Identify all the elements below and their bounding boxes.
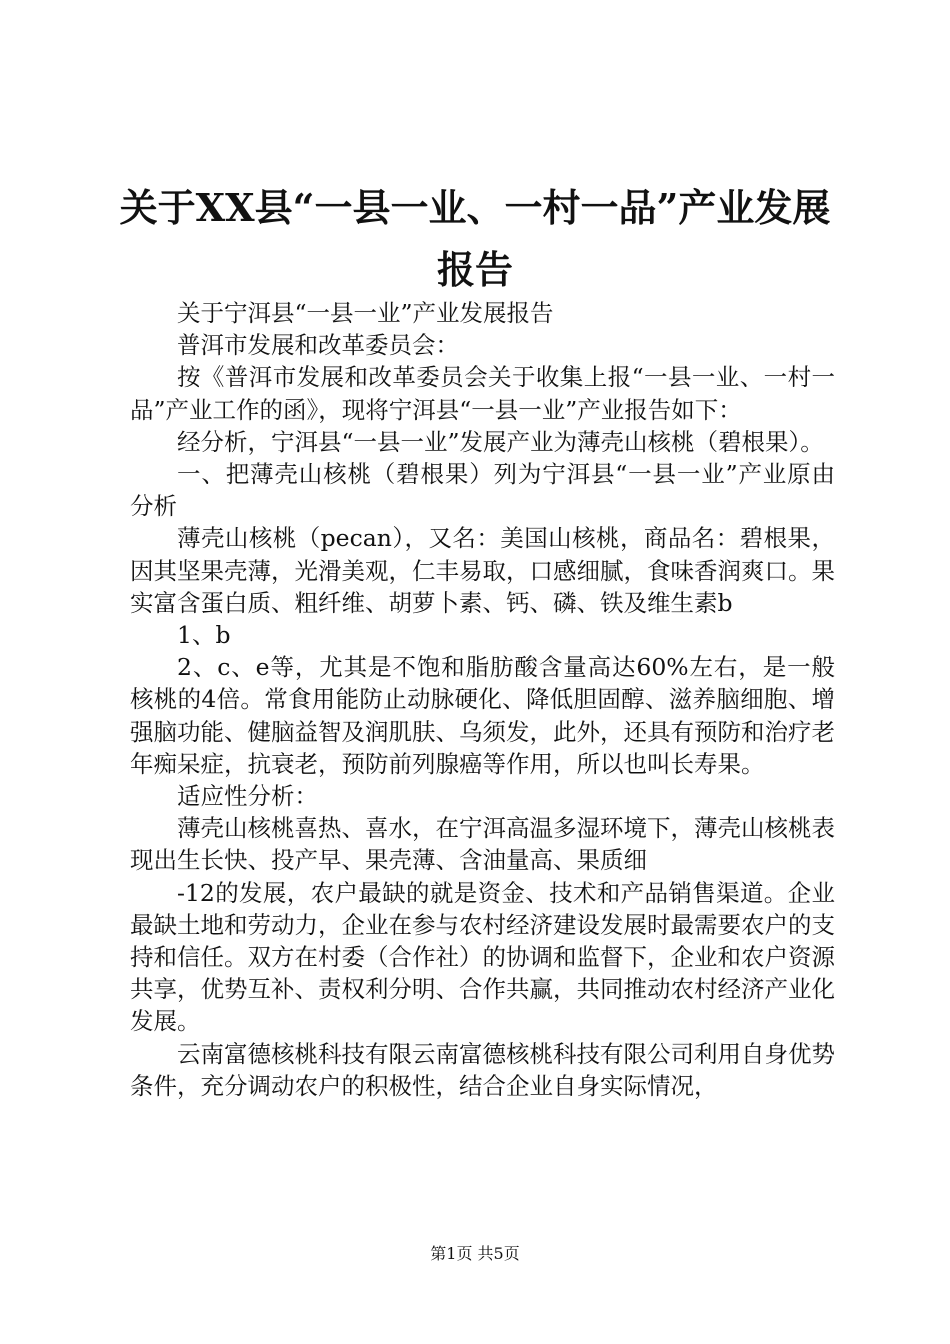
paragraph-adaptability-heading: 适应性分析： (177, 782, 318, 811)
paragraph-intro: 按《普洱市发展和改革委员会关于收集上报“一县一业、一村一品”产业工作的函》，现将宁洱县“一县一业”产业报告如下： (130, 363, 835, 424)
paragraph-pecan-description: 薄壳山核桃（pecan），又名：美国山核桃，商品名：碧根果，因其坚果壳薄，光滑美观，仁丰易取，口感细腻，食味香润爽口。果实富含蛋白质、粗纤维、胡萝卜素、钙、磷、铁及维生素b (130, 524, 835, 617)
paragraph-cooperation: -12的发展，农户最缺的就是资金、技术和产品销售渠道。企业最缺土地和劳动力，企业在参与农村经济建设发展时最需要农户的支持和信任。双方在村委（合作社）的协调和监督下，企业和农户资源共享，优势互补、责权利分明、合作共赢，共同推动农村经济产业化发展。 (130, 878, 835, 1036)
document-title-line-2: 报告 (436, 247, 513, 292)
page-footer: 第1页 共5页 (430, 1244, 520, 1263)
paragraph-report-heading: 关于宁洱县“一县一业”产业发展报告 (177, 299, 554, 327)
paragraph-adaptability: 薄壳山核桃喜热、喜水，在宁洱高温多湿环境下，薄壳山核桃表现出生长快、投产早、果壳薄、含油量高、果质细 (130, 814, 835, 875)
paragraph-addressee: 普洱市发展和改革委员会： (177, 331, 459, 360)
paragraph-section-one-heading: 一、把薄壳山核桃（碧根果）列为宁洱县“一县一业”产业原由分析 (130, 460, 835, 521)
paragraph-analysis-result: 经分析，宁洱县“一县一业”发展产业为薄壳山核桃（碧根果）。 (177, 427, 824, 456)
paragraph-nutrition-benefits: 2、c、e等，尤其是不饱和脂肪酸含量高达60%左右，是一般核桃的4倍。常食用能防止动脉硬化、降低胆固醇、滋养脑细胞、增强脑功能、健脑益智及润肌肤、乌须发，此外，还具有预防和治疗老年痴呆症，抗衰老，预防前列腺癌等作用，所以也叫长寿果。 (130, 653, 835, 778)
paragraph-company: 云南富德核桃科技有限云南富德核桃科技有限公司利用自身优势条件，充分调动农户的积极性，结合企业自身实际情况， (130, 1039, 835, 1100)
paragraph-vitamin-b1: 1、b (177, 621, 231, 650)
document-body (130, 297, 835, 1102)
document-title-line-1: 关于XX县“一县一业、一村一品”产业发展 (119, 185, 831, 230)
